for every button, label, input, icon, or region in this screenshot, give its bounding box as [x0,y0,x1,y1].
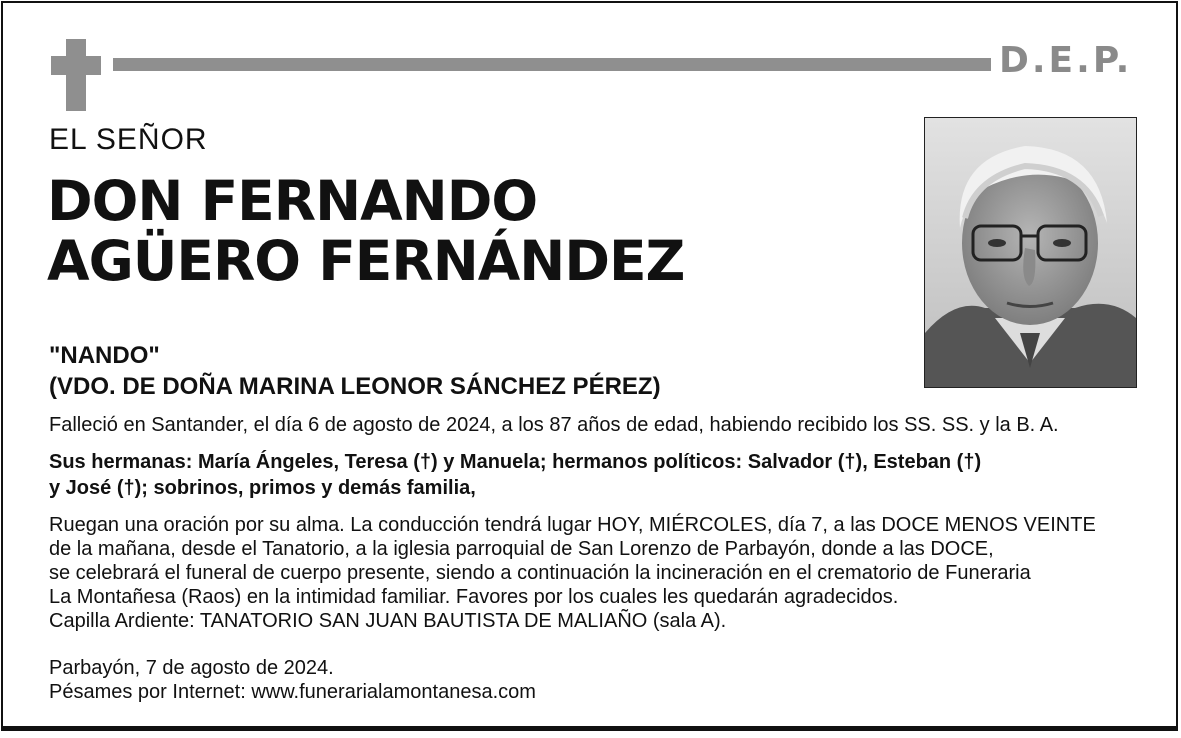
widower-line: (VDO. DE DOÑA MARINA LEONOR SÁNCHEZ PÉREZ) [49,373,661,400]
funeral-details [49,513,1096,633]
name-line-2: AGÜERO FERNÁNDEZ [47,229,685,293]
condolences-website: Pésames por Internet: www.funerarialamontanesa.com [49,681,536,703]
header-rule [113,58,991,71]
death-notice: Falleció en Santander, el día 6 de agosto de 2024, a los 87 años de edad, habiendo recibido los SS. SS. y la B. A. [49,414,1059,436]
name-line-1: DON FERNANDO [47,169,538,233]
cross-icon-bar [51,56,101,75]
obituary-notice [1,1,1178,731]
funeral-line: se celebrará el funeral de cuerpo presente, siendo a continuación la incineración en el crematorio de Funeraria [49,562,1031,584]
honorific-title: EL SEÑOR [49,123,208,156]
family-line: y José (†); sobrinos, primos y demás familia, [49,477,476,499]
deceased-name [47,171,684,291]
cross-icon [66,39,86,111]
funeral-line: de la mañana, desde el Tanatorio, a la iglesia parroquial de San Lorenzo de Parbayón, donde a las DOCE, [49,538,994,560]
nickname: "NANDO" [49,342,160,369]
funeral-line: La Montañesa (Raos) en la intimidad familiar. Favores por los cuales les quedarán agradecidos. [49,586,899,608]
family-line: Sus hermanas: María Ángeles, Teresa (†) y Manuela; hermanos políticos: Salvador (†), Esteban (†) [49,451,982,473]
funeral-line: Ruegan una oración por su alma. La conducción tendrá lugar HOY, MIÉRCOLES, día 7, a las DOCE MENOS VEINTE [49,514,1096,536]
closing-block [49,656,536,704]
chapel-line: Capilla Ardiente: TANATORIO SAN JUAN BAUTISTA DE MALIAÑO (sala A). [49,610,727,632]
portrait-photo [924,117,1137,388]
dep-label: D.E.P. [999,40,1133,81]
place-date: Parbayón, 7 de agosto de 2024. [49,657,334,679]
family-paragraph [49,449,981,501]
